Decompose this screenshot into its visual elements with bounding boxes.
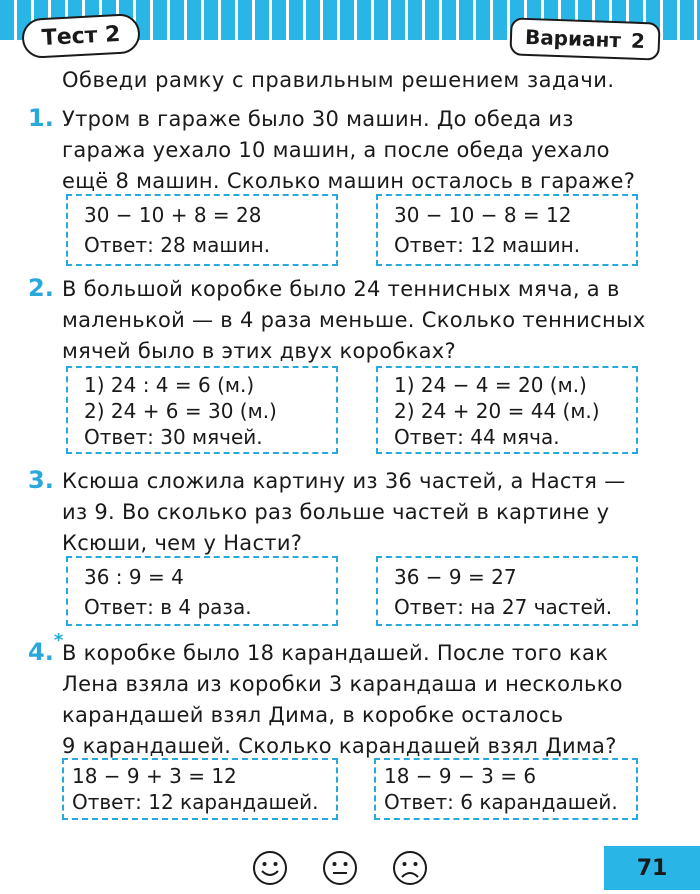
test-label: Тест 2 [21, 13, 141, 59]
task-text: В большой коробке было 24 теннисных мяча, а в маленькой — в 4 раза меньше. Сколько теннисных мячей было в этих двух коробках? [62, 277, 646, 363]
task-text: В коробке было 18 карандашей. После того как Лена взяла из коробки 3 карандаша и несколько карандашей взял Дима, в коробке осталось 9 карандашей. Сколько карандашей взял Дима? [62, 641, 623, 758]
task-number: 2. [28, 274, 54, 302]
task-text: Ксюша сложила картину из 36 частей, а Настя — из 9. Во сколько раз больше частей в картине у Ксюши, чем у Насти? [62, 469, 626, 555]
task-number: 1. [28, 104, 54, 132]
smiley-happy-icon[interactable] [252, 850, 288, 886]
task-number: 3. [28, 466, 54, 494]
smiley-neutral-icon[interactable] [322, 850, 358, 886]
instruction-text: Обведи рамку с правильным решением задачи. [62, 68, 615, 92]
answer-option-3a[interactable]: 36 : 9 = 4 Ответ: в 4 раза. [66, 556, 338, 626]
answer-option-3b[interactable]: 36 − 9 = 27 Ответ: на 27 частей. [376, 556, 638, 626]
answer-option-2b[interactable]: 1) 24 − 4 = 20 (м.) 2) 24 + 20 = 44 (м.) Ответ: 44 мяча. [376, 366, 638, 454]
task-number: 4.* [28, 630, 64, 666]
answer-option-4a[interactable]: 18 − 9 + 3 = 12 Ответ: 12 карандашей. [62, 758, 338, 820]
task-text: Утром в гараже было 30 машин. До обеда из гаража уехало 10 машин, а после обеда уехало ещё 8 машин. Сколько машин осталось в гараже? [62, 107, 636, 193]
answer-option-4b[interactable]: 18 − 9 − 3 = 6 Ответ: 6 карандашей. [374, 758, 638, 820]
smiley-sad-icon[interactable] [392, 850, 428, 886]
page-number: 71 [604, 846, 700, 890]
answer-option-1b[interactable]: 30 − 10 − 8 = 12 Ответ: 12 машин. [376, 194, 638, 266]
answer-option-1a[interactable]: 30 − 10 + 8 = 28 Ответ: 28 машин. [66, 194, 338, 266]
answer-option-2a[interactable]: 1) 24 : 4 = 6 (м.) 2) 24 + 6 = 30 (м.) Ответ: 30 мячей. [66, 366, 338, 454]
self-assessment-smileys [252, 850, 428, 886]
variant-label: Вариант 2 [509, 17, 660, 60]
